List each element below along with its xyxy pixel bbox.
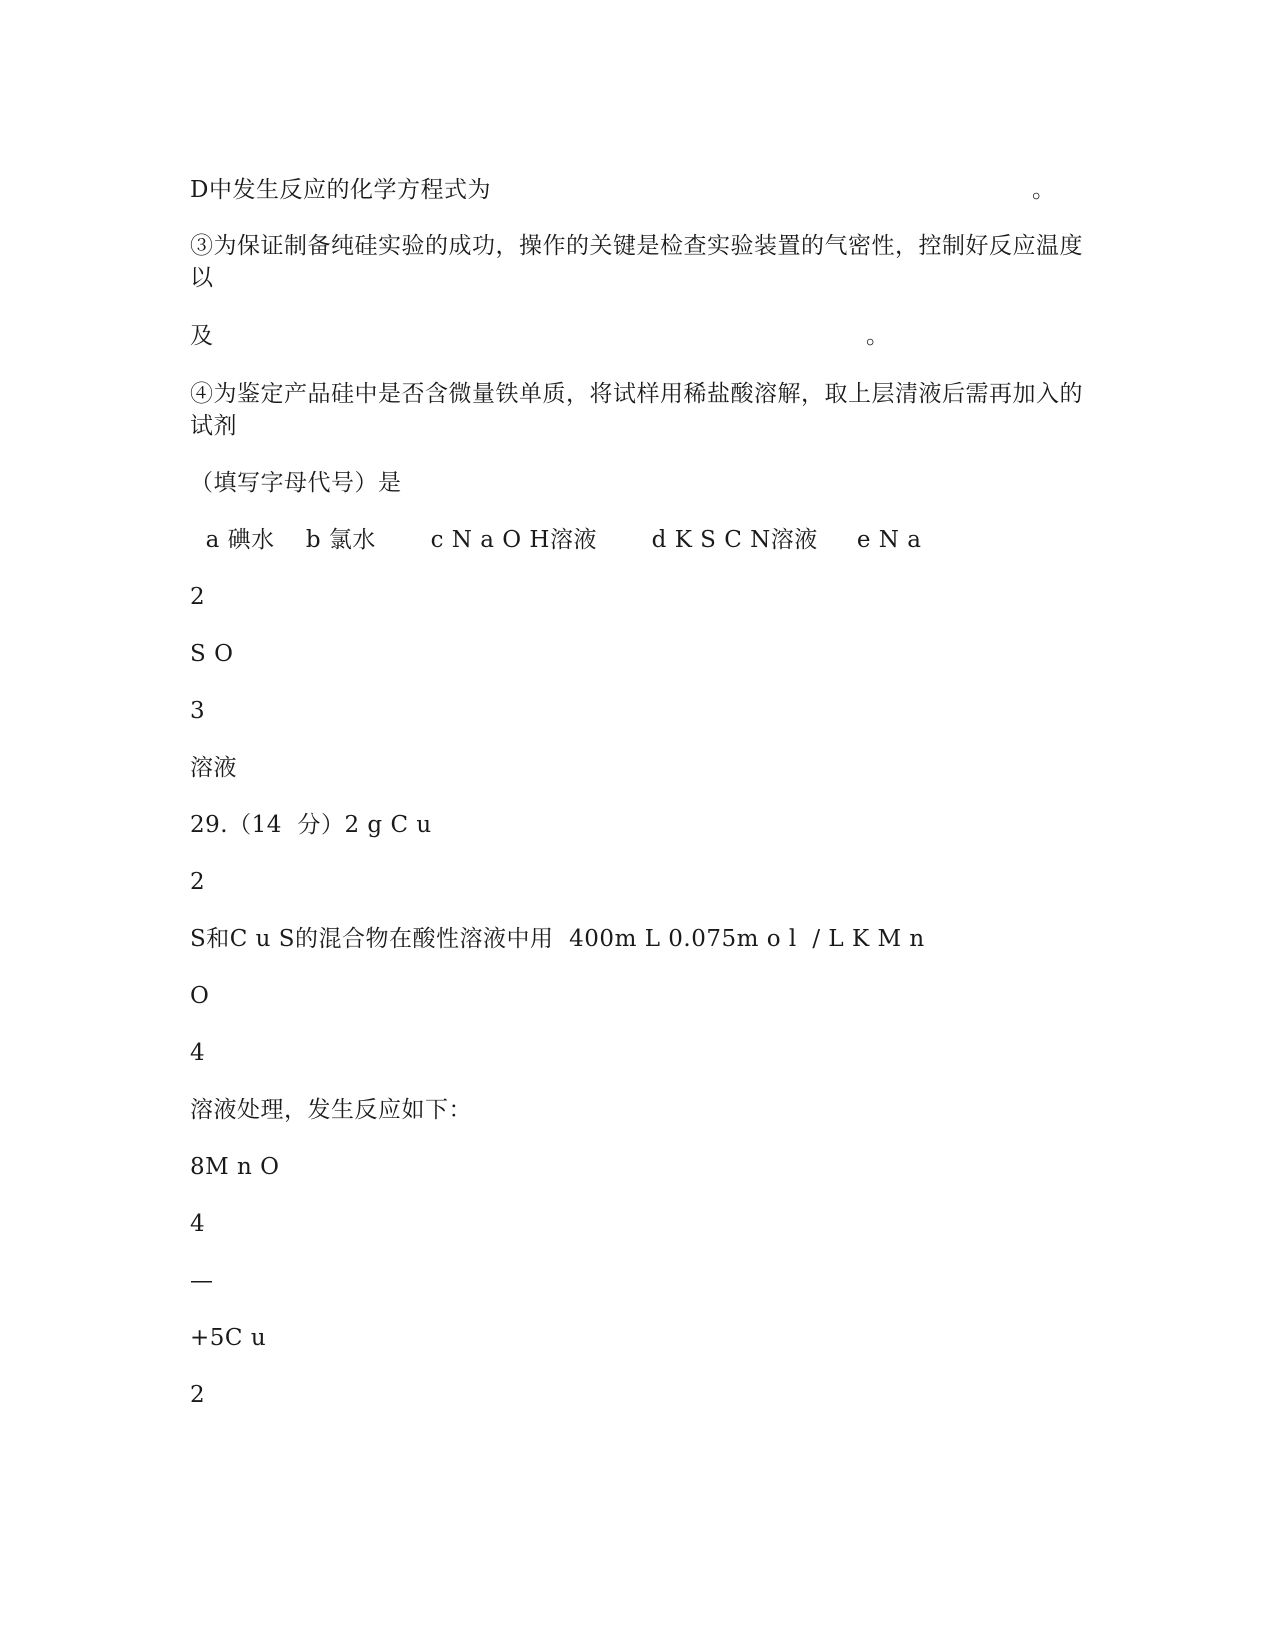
text-line-1-period: 。 xyxy=(1032,177,1055,203)
text-line-7: 2 xyxy=(190,584,206,610)
text-line-3: 及 xyxy=(190,323,214,349)
text-line-2: ③为保证制备纯硅实验的成功，操作的关键是检查实验装置的气密性，控制好反应温度以 xyxy=(190,233,1083,291)
text-line-19: — xyxy=(190,1268,214,1294)
text-line-1: D中发生反应的化学方程式为 xyxy=(190,177,491,203)
text-line-5: （填写字母代号）是 xyxy=(190,470,402,496)
reagent-options: a 碘水 b 氯水 c N a O H溶液 d K S C N溶液 e N a xyxy=(190,527,922,553)
text-line-4: ④为鉴定产品硅中是否含微量铁单质，将试样用稀盐酸溶解，取上层清液后需再加入的试剂 xyxy=(190,381,1083,439)
text-line-12: 2 xyxy=(190,869,206,895)
text-line-13: S和C u S的混合物在酸性溶液中用 400m L 0.075m o l / L K M n xyxy=(190,926,925,952)
text-line-15: 4 xyxy=(190,1040,206,1066)
text-line-16: 溶液处理，发生反应如下： xyxy=(190,1097,472,1123)
text-line-8: S O xyxy=(190,641,234,667)
text-line-17: 8M n O xyxy=(190,1154,280,1180)
text-line-14: O xyxy=(190,983,210,1009)
text-line-20: +5C u xyxy=(190,1325,267,1351)
text-line-21: 2 xyxy=(190,1382,206,1408)
text-line-18: 4 xyxy=(190,1211,206,1237)
text-line-10: 溶液 xyxy=(190,755,237,781)
text-line-3-period: 。 xyxy=(866,323,889,349)
text-line-9: 3 xyxy=(190,698,206,724)
question-29-heading: 29.（14 分）2 g C u xyxy=(190,812,432,838)
